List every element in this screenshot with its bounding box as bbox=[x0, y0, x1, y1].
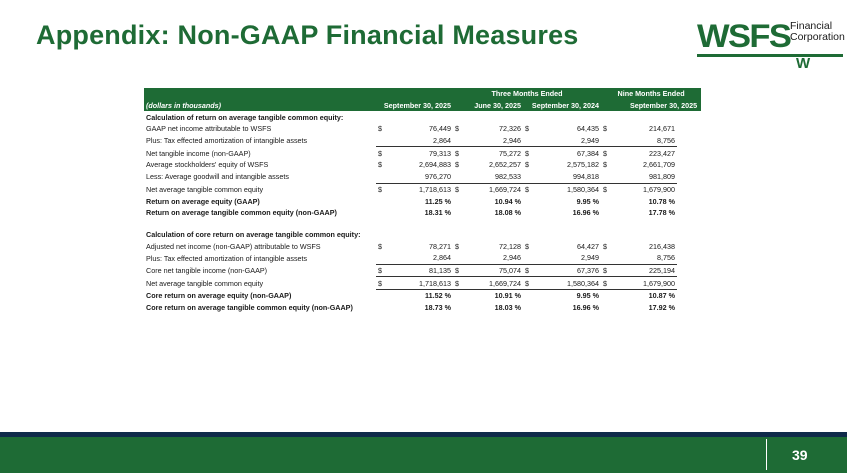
currency-symbol: $ bbox=[378, 278, 382, 288]
cell-value: 1,580,364 bbox=[531, 183, 601, 195]
table-row bbox=[144, 195, 701, 207]
percent-sign: % bbox=[512, 303, 521, 313]
currency-symbol: $ bbox=[525, 265, 529, 275]
percent-sign: % bbox=[666, 208, 676, 218]
cell-value: 982,533 bbox=[461, 171, 523, 183]
currency-symbol: $ bbox=[378, 124, 382, 134]
cell-value: 81,135 bbox=[429, 265, 451, 275]
row-label: Plus: Tax effected amortization of intangible assets bbox=[146, 136, 308, 146]
logo-subtitle bbox=[790, 21, 847, 43]
currency-symbol bbox=[601, 207, 609, 219]
currency-symbol bbox=[453, 135, 461, 147]
cell-value: 2,661,709 bbox=[643, 160, 676, 170]
percent-sign: % bbox=[512, 291, 521, 301]
row-label: Net average tangible common equity bbox=[146, 278, 264, 288]
col-header: June 30, 2025 bbox=[453, 100, 523, 112]
currency-symbol bbox=[523, 171, 531, 183]
table-row bbox=[144, 240, 701, 252]
group-header-row bbox=[144, 88, 701, 100]
row-label: GAAP net income attributable to WSFS bbox=[146, 124, 272, 134]
table-row bbox=[144, 147, 701, 159]
row-label: Core net tangible income (non-GAAP) bbox=[146, 265, 268, 275]
cell-value: 16.96 % bbox=[572, 208, 600, 218]
cell-value: 17.78 % bbox=[648, 208, 676, 218]
cell-value: 2,694,883 bbox=[419, 160, 451, 170]
currency-symbol: $ bbox=[378, 160, 382, 170]
percent-sign: % bbox=[666, 196, 676, 206]
cell-value: 18.03 % bbox=[494, 303, 521, 313]
percent-sign bbox=[677, 159, 701, 171]
currency-symbol: $ bbox=[455, 160, 459, 170]
currency-symbol bbox=[453, 195, 461, 207]
currency-symbol bbox=[601, 252, 609, 264]
currency-symbol bbox=[523, 207, 531, 219]
cell-value: 2,949 bbox=[531, 135, 601, 147]
three-months-header: Three Months Ended bbox=[453, 88, 601, 100]
section-title-row bbox=[144, 111, 701, 123]
percent-sign bbox=[677, 207, 701, 219]
currency-symbol bbox=[376, 290, 384, 302]
currency-symbol: $ bbox=[525, 148, 529, 158]
cell-value: 72,128 bbox=[499, 241, 521, 251]
percent-sign bbox=[677, 183, 701, 195]
percent-sign: % bbox=[512, 208, 521, 218]
currency-symbol: $ bbox=[603, 148, 608, 158]
logo-line-1: Financial bbox=[790, 20, 833, 32]
section-title: Calculation of return on average tangible common equity: bbox=[146, 112, 344, 122]
cell-value: 10.87 % bbox=[648, 291, 676, 301]
cell-value: 1,669,724 bbox=[461, 183, 523, 195]
percent-sign: % bbox=[442, 291, 451, 301]
cell-value: 9.95 % bbox=[576, 196, 600, 206]
currency-symbol: $ bbox=[455, 124, 459, 134]
row-label: Core return on average tangible common equity (non-GAAP) bbox=[146, 303, 353, 313]
currency-symbol bbox=[601, 171, 609, 183]
logo-line-2: Corporation bbox=[790, 31, 845, 43]
percent-sign bbox=[677, 302, 701, 314]
cell-value: 223,427 bbox=[649, 148, 676, 158]
currency-symbol: $ bbox=[455, 265, 459, 275]
cell-value: 79,313 bbox=[429, 148, 451, 158]
currency-symbol: $ bbox=[525, 160, 529, 170]
percent-sign: % bbox=[512, 196, 521, 206]
table-row bbox=[144, 123, 701, 135]
percent-sign bbox=[677, 290, 701, 302]
currency-symbol bbox=[601, 135, 609, 147]
percent-sign: % bbox=[666, 303, 676, 313]
table-row bbox=[144, 264, 701, 277]
table-row bbox=[144, 302, 701, 314]
currency-symbol: $ bbox=[525, 124, 529, 134]
currency-symbol bbox=[376, 252, 384, 264]
spacer-row bbox=[144, 219, 701, 229]
row-label: Return on average equity (GAAP) bbox=[146, 196, 260, 206]
currency-symbol: $ bbox=[378, 265, 382, 275]
percent-sign: % bbox=[666, 291, 676, 301]
currency-symbol bbox=[523, 302, 531, 314]
cell-value: 2,864 bbox=[384, 252, 453, 264]
row-label: Plus: Tax effected amortization of intangible assets bbox=[146, 253, 308, 263]
percent-sign: % bbox=[590, 303, 600, 313]
cell-value: 75,272 bbox=[499, 148, 521, 158]
cell-value: 76,449 bbox=[429, 124, 451, 134]
cell-value: 10.78 % bbox=[648, 196, 676, 206]
currency-symbol: $ bbox=[603, 160, 608, 170]
page-number: 39 bbox=[792, 447, 808, 463]
currency-symbol bbox=[523, 195, 531, 207]
cell-value: 67,384 bbox=[577, 148, 600, 158]
row-label: Return on average tangible common equity (non-GAAP) bbox=[146, 208, 337, 218]
currency-symbol bbox=[453, 290, 461, 302]
currency-symbol: $ bbox=[603, 265, 608, 275]
cell-value: 67,376 bbox=[577, 265, 600, 275]
nine-months-header: Nine Months Ended bbox=[601, 88, 701, 100]
currency-symbol bbox=[523, 135, 531, 147]
percent-sign bbox=[677, 171, 701, 183]
col-header: September 30, 2025 bbox=[376, 100, 453, 112]
logo-mark: W bbox=[796, 55, 811, 72]
percent-sign: % bbox=[590, 196, 600, 206]
table-row bbox=[144, 252, 701, 264]
cell-value: 2,652,257 bbox=[489, 160, 521, 170]
currency-symbol bbox=[453, 207, 461, 219]
row-label: Core return on average equity (non-GAAP) bbox=[146, 291, 292, 301]
cell-value: 75,074 bbox=[499, 265, 521, 275]
currency-symbol: $ bbox=[378, 184, 382, 194]
non-gaap-table bbox=[144, 88, 701, 313]
section-title: Calculation of core return on average tangible common equity: bbox=[146, 229, 361, 239]
cell-value: 1,679,900 bbox=[609, 183, 677, 195]
cell-value: 1,718,613 bbox=[384, 183, 453, 195]
units-label: (dollars in thousands) bbox=[144, 100, 376, 112]
table-row bbox=[144, 135, 701, 147]
percent-sign bbox=[677, 147, 701, 159]
cell-value: 8,756 bbox=[609, 252, 677, 264]
currency-symbol bbox=[376, 195, 384, 207]
currency-symbol bbox=[601, 302, 609, 314]
currency-symbol: $ bbox=[455, 241, 459, 251]
cell-value: 2,575,182 bbox=[567, 160, 600, 170]
cell-value: 72,326 bbox=[499, 124, 521, 134]
table-row bbox=[144, 290, 701, 302]
currency-symbol: $ bbox=[525, 184, 529, 194]
footer-bar bbox=[0, 437, 847, 473]
currency-symbol: $ bbox=[525, 241, 529, 251]
currency-symbol: $ bbox=[378, 148, 382, 158]
footer-separator bbox=[766, 439, 767, 470]
currency-symbol: $ bbox=[603, 184, 608, 194]
currency-symbol: $ bbox=[603, 278, 608, 288]
cell-value: 976,270 bbox=[384, 171, 453, 183]
currency-symbol bbox=[453, 171, 461, 183]
row-label: Net average tangible common equity bbox=[146, 184, 264, 194]
percent-sign bbox=[677, 240, 701, 252]
currency-symbol: $ bbox=[603, 241, 608, 251]
currency-symbol bbox=[601, 195, 609, 207]
table-row bbox=[144, 171, 701, 183]
cell-value: 1,679,900 bbox=[609, 277, 677, 290]
currency-symbol: $ bbox=[378, 241, 382, 251]
cell-value: 11.25 % bbox=[425, 196, 451, 206]
table-row bbox=[144, 207, 701, 219]
cell-value: 9.95 % bbox=[576, 291, 600, 301]
currency-symbol bbox=[453, 252, 461, 264]
currency-symbol: $ bbox=[603, 124, 608, 134]
page-title: Appendix: Non-GAAP Financial Measures bbox=[36, 20, 579, 50]
cell-value: 18.08 % bbox=[494, 208, 521, 218]
currency-symbol bbox=[376, 135, 384, 147]
cell-value: 2,864 bbox=[384, 135, 453, 147]
cell-value: 1,669,724 bbox=[461, 277, 523, 290]
percent-sign bbox=[677, 264, 701, 277]
col-header: September 30, 2024 bbox=[523, 100, 601, 112]
section-title-row bbox=[144, 229, 701, 241]
currency-symbol: $ bbox=[455, 184, 459, 194]
table-row bbox=[144, 183, 701, 195]
percent-sign bbox=[677, 135, 701, 147]
cell-value: 78,271 bbox=[429, 241, 451, 251]
percent-sign: % bbox=[442, 303, 451, 313]
cell-value: 2,946 bbox=[461, 252, 523, 264]
currency-symbol bbox=[376, 207, 384, 219]
cell-value: 18.31 % bbox=[424, 208, 451, 218]
company-logo bbox=[697, 17, 847, 73]
table-row bbox=[144, 277, 701, 290]
currency-symbol: $ bbox=[525, 278, 529, 288]
currency-symbol bbox=[376, 171, 384, 183]
cell-value: 981,809 bbox=[609, 171, 677, 183]
percent-sign: % bbox=[442, 196, 451, 206]
currency-symbol bbox=[601, 290, 609, 302]
cell-value: 17.92 % bbox=[648, 303, 676, 313]
col-header: September 30, 2025 bbox=[601, 100, 701, 112]
cell-value: 11.52 % bbox=[425, 291, 451, 301]
table-row bbox=[144, 159, 701, 171]
cell-value: 216,438 bbox=[649, 241, 676, 251]
logo-rule bbox=[697, 54, 843, 57]
cell-value: 64,435 bbox=[577, 124, 600, 134]
percent-sign bbox=[677, 195, 701, 207]
cell-value: 64,427 bbox=[577, 241, 600, 251]
percent-sign: % bbox=[590, 291, 600, 301]
cell-value: 16.96 % bbox=[572, 303, 600, 313]
percent-sign bbox=[677, 123, 701, 135]
row-label: Average stockholders' equity of WSFS bbox=[146, 160, 269, 170]
cell-value: 994,818 bbox=[531, 171, 601, 183]
currency-symbol bbox=[453, 302, 461, 314]
percent-sign bbox=[677, 252, 701, 264]
logo-wordmark: WSFS bbox=[697, 18, 791, 54]
cell-value: 214,671 bbox=[649, 124, 676, 134]
row-label: Net tangible income (non-GAAP) bbox=[146, 148, 251, 158]
cell-value: 10.91 % bbox=[494, 291, 521, 301]
currency-symbol: $ bbox=[455, 278, 459, 288]
currency-symbol bbox=[523, 290, 531, 302]
percent-sign: % bbox=[442, 208, 451, 218]
percent-sign: % bbox=[590, 208, 600, 218]
cell-value: 1,718,613 bbox=[384, 277, 453, 290]
row-label: Adjusted net income (non-GAAP) attributable to WSFS bbox=[146, 241, 321, 251]
cell-value: 18.73 % bbox=[424, 303, 451, 313]
cell-value: 8,756 bbox=[609, 135, 677, 147]
column-header-row bbox=[144, 100, 701, 112]
cell-value: 10.94 % bbox=[494, 196, 521, 206]
cell-value: 225,194 bbox=[649, 265, 676, 275]
row-label: Less: Average goodwill and intangible assets bbox=[146, 172, 289, 182]
cell-value: 2,949 bbox=[531, 252, 601, 264]
currency-symbol: $ bbox=[455, 148, 459, 158]
cell-value: 1,580,364 bbox=[531, 277, 601, 290]
currency-symbol bbox=[523, 252, 531, 264]
currency-symbol bbox=[376, 302, 384, 314]
cell-value: 2,946 bbox=[461, 135, 523, 147]
percent-sign bbox=[677, 277, 701, 290]
